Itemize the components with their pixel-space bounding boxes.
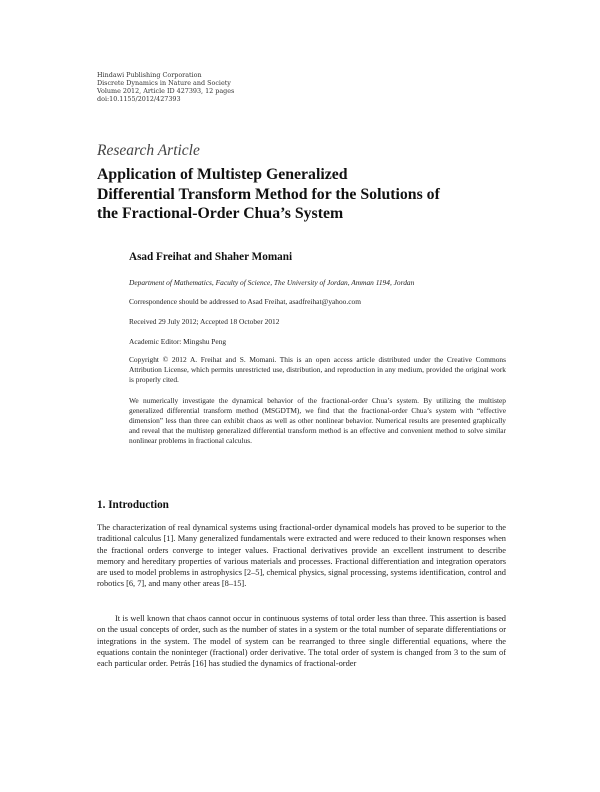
title-line: Application of Multistep Generalized [97,166,348,183]
paper-title [97,165,517,224]
article-type: Research Article [97,142,200,159]
authors: Asad Freihat and Shaher Momani [129,251,293,263]
title-line: Differential Transform Method for the Solutions of [97,185,440,203]
title-line: the Fractional-Order Chua’s System [97,205,344,222]
abstract: We numerically investigate the dynamical behavior of the fractional-order Chua’s system. By utilizing the multistep generalized differential transform method (MSGDTM), we find that the fractional-order Chua’s system with “effective dimension” less than three can exhibit chaos as well as other nonlinear behavior. Numerical results are presented graphically and reveal that the multistep generalized differential transform method is an effective and convenient method to solve similar nonlinear problems in fractional calculus. [129,396,506,445]
journal-name: Discrete Dynamics in Nature and Society [97,78,231,87]
correspondence: Correspondence should be addressed to Asad Freihat, asadfreihat@yahoo.com [129,297,361,306]
academic-editor: Academic Editor: Mingshu Peng [129,337,227,346]
copyright-notice: Copyright © 2012 A. Freihat and S. Momani. This is an open access article distributed under the Creative Commons Attribution License, which permits unrestricted use, distribution, and reproduction in any medium, provided the original work is properly cited. [129,355,506,384]
received-accepted-dates: Received 29 July 2012; Accepted 18 October 2012 [129,317,280,326]
affiliation: Department of Mathematics, Faculty of Science, The University of Jordan, Amman 1194, Jordan [129,278,415,287]
body-paragraph: The characterization of real dynamical systems using fractional-order dynamical models has proved to be superior to the traditional calculus [1]. Many generalized fundamentals were extracted and were reduced to their known responses when the fractional orders converge to integer values. Fractional derivatives provide an excellent instrument to describe memory and hereditary properties of various materials and processes. Fractional differentiation and integration operators are used to model problems in astrophysics [2–5], chemical physics, signal processing, systems identification, control and robotics [6, 7], and many other areas [8–15]. [97,523,506,589]
doi: doi:10.1155/2012/427393 [97,94,181,103]
journal-header [97,72,397,104]
body-paragraph: It is well known that chaos cannot occur in continuous systems of total order less than three. This assertion is based on the usual concepts of order, such as the number of states in a system or the total number of separate differentiations or integrations in the system. The model of system can be rearranged to three single differential equations, where the equations contain the noninteger (fractional) order derivative. The total order of system is changed from 3 to the sum of each particular order. Petrás [16] has studied the dynamics of fractional-order [97,614,506,669]
publisher-name: Hindawi Publishing Corporation [97,71,202,79]
section-heading: 1. Introduction [97,499,169,511]
volume-info: Volume 2012, Article ID 427393, 12 pages [97,86,235,95]
